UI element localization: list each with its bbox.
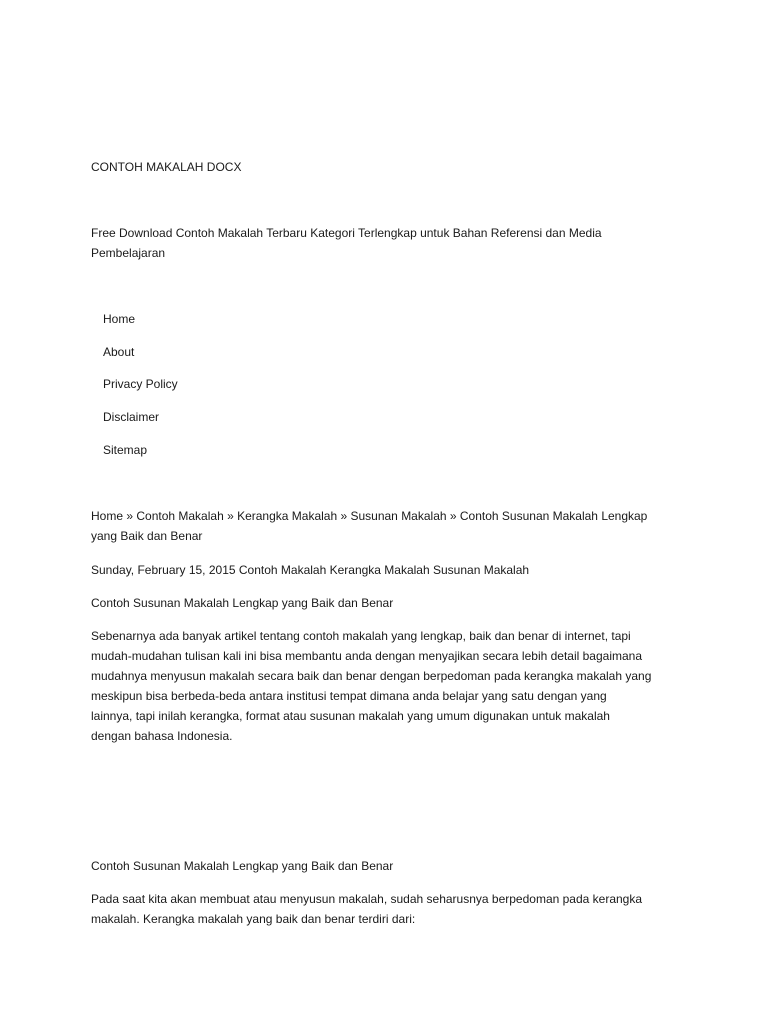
description-line: Free Download Contoh Makalah Terbaru Kategori Terlengkap untuk Bahan Referensi dan Media bbox=[91, 226, 602, 240]
description-line: Pembelajaran bbox=[91, 246, 166, 260]
breadcrumb[interactable]: Home » Contoh Makalah » Kerangka Makalah » Susunan Makalah » Contoh Susunan Makalah Lengkap bbox=[91, 509, 648, 523]
nav-link-sitemap[interactable]: Sitemap bbox=[103, 443, 148, 457]
intro-line: mudah-mudahan tulisan kali ini bisa membantu anda dengan menyajikan secara lebih detail bagaimana bbox=[91, 649, 643, 663]
section-text-line: Pada saat kita akan membuat atau menyusun makalah, sudah seharusnya berpedoman pada kerangka bbox=[91, 892, 643, 906]
section-text-line: makalah. Kerangka makalah yang baik dan benar terdiri dari: bbox=[91, 912, 416, 926]
nav-link-privacy-policy[interactable]: Privacy Policy bbox=[103, 377, 178, 391]
intro-line: Sebenarnya ada banyak artikel tentang contoh makalah yang lengkap, baik dan benar di internet, tapi bbox=[91, 629, 631, 643]
section-heading: Contoh Susunan Makalah Lengkap yang Baik dan Benar bbox=[91, 859, 394, 873]
document-title: CONTOH MAKALAH DOCX bbox=[91, 160, 242, 174]
intro-line: lainnya, tapi inilah kerangka, format atau susunan makalah yang umum digunakan untuk makalah bbox=[91, 709, 610, 723]
breadcrumb[interactable]: yang Baik dan Benar bbox=[91, 529, 203, 543]
nav-link-disclaimer[interactable]: Disclaimer bbox=[103, 410, 160, 424]
nav-link-about[interactable]: About bbox=[103, 345, 135, 359]
intro-line: mudahnya menyusun makalah secara baik dan benar dengan berpedoman pada kerangka makalah yang bbox=[91, 669, 652, 683]
post-title: Contoh Susunan Makalah Lengkap yang Baik dan Benar bbox=[91, 596, 394, 610]
intro-line: meskipun bisa berbeda-beda antara institusi tempat dimana anda belajar yang satu dengan yang bbox=[91, 689, 607, 703]
intro-line: dengan bahasa Indonesia. bbox=[91, 729, 233, 743]
post-meta: Sunday, February 15, 2015 Contoh Makalah Kerangka Makalah Susunan Makalah bbox=[91, 563, 530, 577]
nav-link-home[interactable]: Home bbox=[103, 312, 136, 326]
